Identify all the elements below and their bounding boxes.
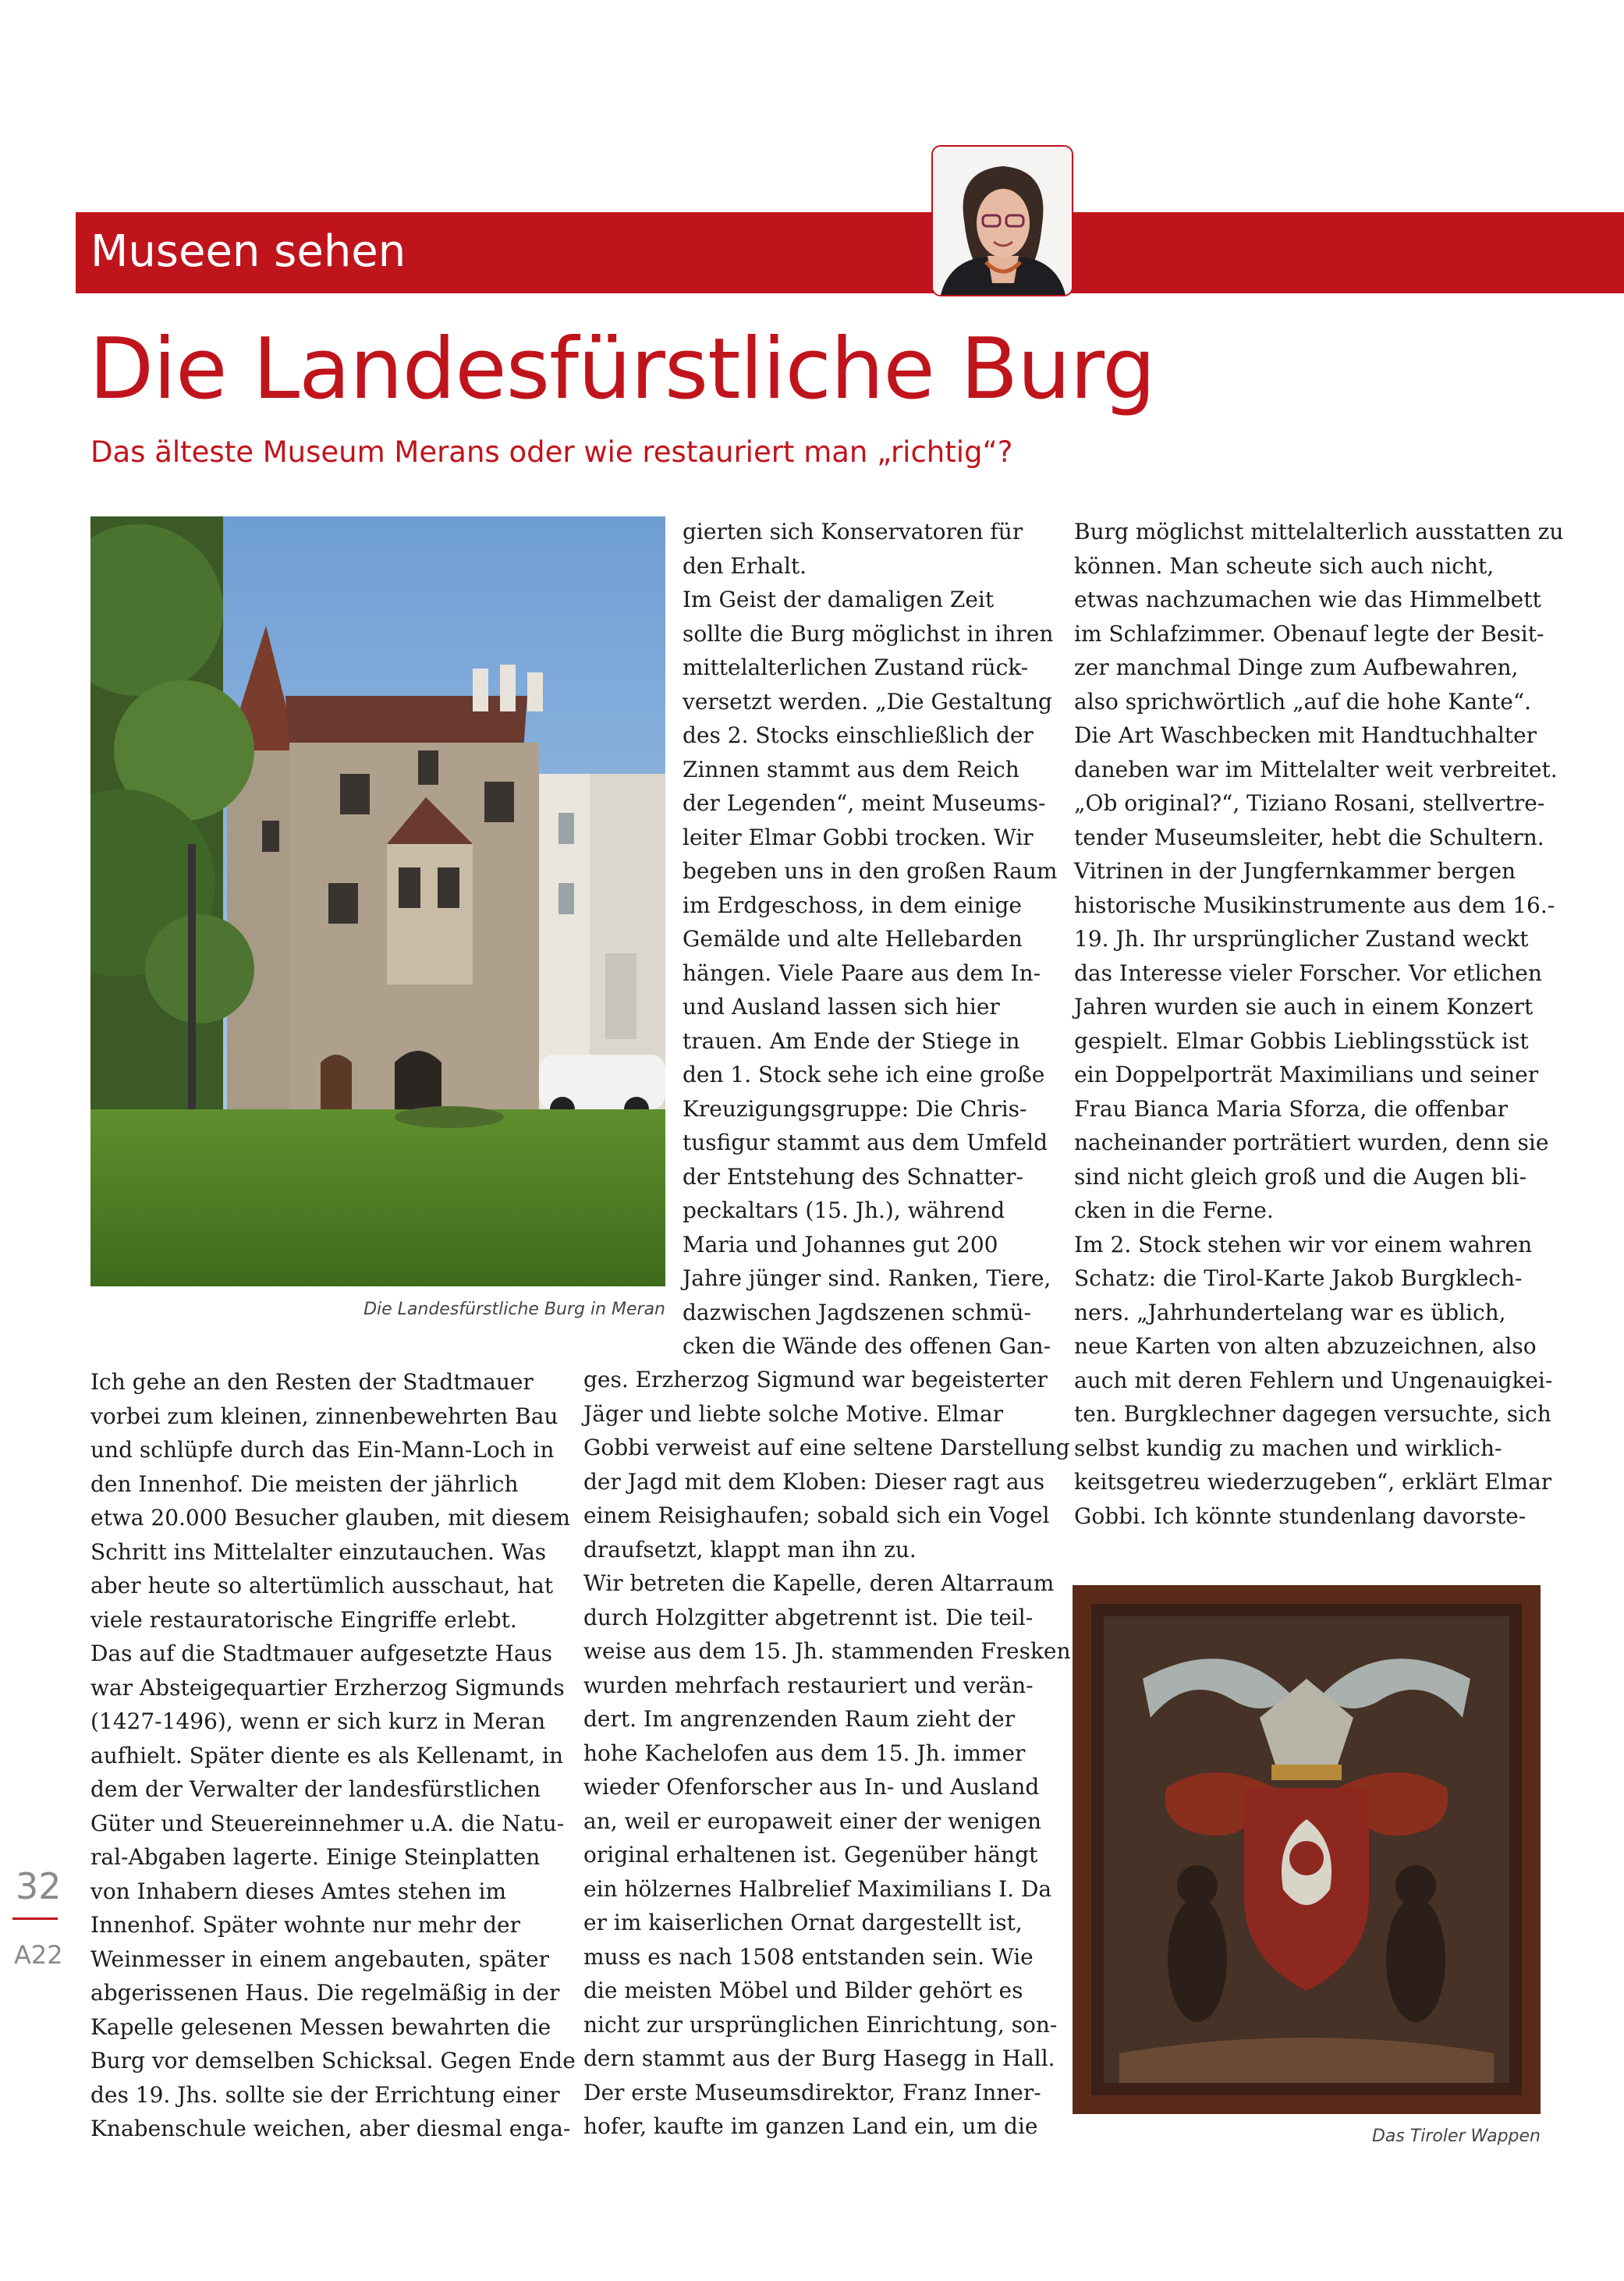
text-line: etwas nachzumachen wie das Himmelbett bbox=[1074, 587, 1541, 612]
text-line: Knabenschule weichen, aber diesmal enga- bbox=[90, 2116, 571, 2141]
text-line: Güter und Steuereinnehmer u.A. die Natu- bbox=[90, 1810, 565, 1836]
text-line: ral-Abgaben lagerte. Einige Steinplatten bbox=[90, 1844, 541, 1870]
text-line: Wir betreten die Kapelle, deren Altarraum bbox=[583, 1570, 1055, 1596]
text-line: sind nicht gleich groß und die Augen bli- bbox=[1074, 1163, 1527, 1190]
text-line: Die Art Waschbecken mit Handtuchhalter bbox=[1074, 722, 1537, 748]
text-line: Im Geist der damaligen Zeit bbox=[683, 587, 995, 612]
issue-code: A22 bbox=[14, 1940, 63, 1970]
text-line: sollte die Burg möglichst in ihren bbox=[683, 620, 1054, 647]
text-line: dert. Im angrenzenden Raum zieht der bbox=[583, 1706, 1016, 1732]
text-line: der Legenden“, meint Museums- bbox=[683, 790, 1046, 816]
text-line: den Erhalt. bbox=[683, 552, 807, 579]
text-line: tender Museumsleiter, hebt die Schultern. bbox=[1074, 824, 1544, 850]
text-line: dern stammt aus der Burg Hasegg in Hall. bbox=[583, 2045, 1055, 2071]
text-line: original erhaltenen ist. Gegenüber hängt bbox=[583, 1842, 1038, 1868]
text-line: durch Holzgitter abgetrennt ist. Die teil- bbox=[583, 1604, 1034, 1630]
coat-of-arms-caption: Das Tiroler Wappen bbox=[1371, 2127, 1541, 2146]
text-line: Jahre jünger sind. Ranken, Tiere, bbox=[683, 1265, 1051, 1291]
text-line: 19. Jh. Ihr ursprünglicher Zustand weckt bbox=[1074, 926, 1529, 952]
text-line: Das auf die Stadtmauer aufgesetzte Haus bbox=[90, 1641, 552, 1666]
text-line: hohe Kachelofen aus dem 15. Jh. immer bbox=[583, 1740, 1026, 1766]
text-line: Schritt ins Mittelalter einzutauchen. Was bbox=[90, 1538, 547, 1565]
text-line: aufhielt. Später diente es als Kellenamt, in bbox=[90, 1742, 564, 1768]
text-line: „Ob original?“, Tiziano Rosani, stellvertre- bbox=[1074, 790, 1545, 816]
text-line: Im 2. Stock stehen wir vor einem wahren bbox=[1074, 1231, 1533, 1258]
text-line: mittelalterlichen Zustand rück- bbox=[683, 655, 1029, 680]
text-line: hängen. Viele Paare aus dem In- bbox=[683, 960, 1041, 986]
text-line: dazwischen Jagdszenen schmü- bbox=[683, 1299, 1032, 1325]
text-line: abgerissenen Haus. Die regelmäßig in der bbox=[90, 1980, 560, 2006]
text-line: Der erste Museumsdirektor, Franz Inner- bbox=[583, 2079, 1041, 2105]
text-line: wurden mehrfach restauriert und verän- bbox=[583, 1672, 1034, 1698]
text-line: cken die Wände des offenen Gan- bbox=[683, 1333, 1051, 1359]
text-line: Innenhof. Später wohnte nur mehr der bbox=[90, 1912, 520, 1938]
text-line: den 1. Stock sehe ich eine große bbox=[683, 1062, 1045, 1087]
text-line: Zinnen stammt aus dem Reich bbox=[683, 756, 1019, 782]
castle-photo bbox=[90, 516, 665, 1286]
text-line: Frau Bianca Maria Sforza, die offenbar bbox=[1074, 1095, 1509, 1122]
text-line: Burg möglichst mittelalterlich ausstatten zu bbox=[1074, 519, 1564, 545]
text-line: dem der Verwalter der landesfürstlichen bbox=[90, 1776, 541, 1802]
text-column-right bbox=[1074, 515, 1563, 1533]
text-line: nicht zur ursprünglichen Einrichtung, son- bbox=[583, 2011, 1058, 2038]
text-line: von Inhabern dieses Amtes stehen im bbox=[90, 1878, 506, 1904]
text-line: neue Karten von alten abzuzeichnen, also bbox=[1074, 1333, 1537, 1359]
text-line: Jäger und liebte solche Motive. Elmar bbox=[583, 1400, 1004, 1427]
text-line: gierten sich Konservatoren für bbox=[683, 519, 1023, 545]
castle-illustration bbox=[90, 516, 665, 1286]
text-line: draufsetzt, klappt man ihn zu. bbox=[583, 1536, 917, 1563]
text-line: den Innenhof. Die meisten der jährlich bbox=[90, 1470, 519, 1497]
section-label: Museen sehen bbox=[90, 226, 406, 277]
text-line: Kreuzigungsgruppe: Die Chris- bbox=[683, 1095, 1027, 1122]
text-line: er im kaiserlichen Ornat dargestellt ist, bbox=[583, 1910, 1023, 1935]
text-line: können. Man scheute sich auch nicht, bbox=[1074, 552, 1495, 579]
text-line: Gemälde und alte Hellebarden bbox=[683, 926, 1023, 952]
text-line: der Entstehung des Schnatter- bbox=[683, 1163, 1023, 1190]
text-line: und Ausland lassen sich hier bbox=[683, 994, 1000, 1020]
text-line: war Absteigequartier Erzherzog Sigmunds bbox=[90, 1674, 565, 1701]
text-line: Burg vor demselben Schicksal. Gegen Ende bbox=[90, 2048, 576, 2073]
text-line: historische Musikinstrumente aus dem 16.- bbox=[1074, 892, 1555, 918]
text-line: die meisten Möbel und Bilder gehört es bbox=[583, 1978, 1023, 2003]
text-line: gespielt. Elmar Gobbis Lieblingsstück ist bbox=[1074, 1027, 1529, 1054]
text-line: der Jagd mit dem Kloben: Dieser ragt aus bbox=[583, 1468, 1045, 1495]
text-line: an, weil er europaweit einer der wenigen bbox=[583, 1807, 1042, 1834]
text-line: etwa 20.000 Besucher glauben, mit diesem bbox=[90, 1505, 570, 1531]
text-line: weise aus dem 15. Jh. stammenden Fresken bbox=[583, 1638, 1071, 1664]
text-line: ein hölzernes Halbrelief Maximilians I. Da bbox=[583, 1875, 1052, 1902]
text-line: im Schlafzimmer. Obenauf legte der Besit- bbox=[1074, 620, 1544, 647]
article-subtitle: Das älteste Museum Merans oder wie restauriert man „richtig“? bbox=[90, 435, 1013, 469]
castle-caption: Die Landesfürstliche Burg in Meran bbox=[363, 1300, 665, 1319]
text-line: einem Reisighaufen; sobald sich ein Vogel bbox=[583, 1502, 1050, 1528]
page-number: 32 bbox=[16, 1865, 62, 1907]
text-column-middle bbox=[583, 1363, 1071, 2144]
text-line: Ich gehe an den Resten der Stadtmauer bbox=[90, 1369, 534, 1395]
text-line: Gobbi. Ich könnte stundenlang davorste- bbox=[1074, 1502, 1526, 1529]
text-line: viele restauratorische Eingriffe erlebt. bbox=[90, 1606, 517, 1633]
folio-rule bbox=[12, 1917, 58, 1920]
text-line: auch mit deren Fehlern und Ungenauigkei- bbox=[1074, 1367, 1553, 1393]
text-line: also sprichwörtlich „auf die hohe Kante“. bbox=[1074, 688, 1532, 715]
text-line: tusfigur stammt aus dem Umfeld bbox=[683, 1130, 1048, 1155]
text-line: vorbei zum kleinen, zinnenbewehrten Bau bbox=[90, 1403, 558, 1429]
text-line: keitsgetreu wiederzugeben“, erklärt Elmar bbox=[1074, 1469, 1552, 1495]
text-line: des 2. Stocks einschließlich der bbox=[683, 722, 1034, 748]
text-column-middle-top bbox=[683, 515, 1057, 1364]
text-line: cken in die Ferne. bbox=[1074, 1197, 1274, 1223]
text-line: Vitrinen in der Jungfernkammer bergen bbox=[1074, 858, 1516, 884]
text-line: das Interesse vieler Forscher. Vor etlichen bbox=[1074, 960, 1542, 986]
article-title: Die Landesfürstliche Burg bbox=[89, 321, 1155, 418]
text-line: daneben war im Mittelalter weit verbreitet. bbox=[1074, 756, 1558, 782]
text-line: und schlüpfe durch das Ein-Mann-Loch in bbox=[90, 1437, 555, 1463]
text-line: (1427-1496), wenn er sich kurz in Meran bbox=[90, 1708, 546, 1734]
text-line: selbst kundig zu machen und wirklich- bbox=[1074, 1435, 1502, 1461]
text-line: Gobbi verweist auf eine seltene Darstellung bbox=[583, 1435, 1070, 1460]
text-line: begeben uns in den großen Raum bbox=[683, 858, 1058, 884]
text-line: leiter Elmar Gobbi trocken. Wir bbox=[683, 824, 1034, 850]
text-line: trauen. Am Ende der Stiege in bbox=[683, 1027, 1020, 1054]
text-line: ein Doppelporträt Maximilians und seiner bbox=[1074, 1062, 1539, 1087]
text-line: peckaltars (15. Jh.), während bbox=[683, 1197, 1005, 1223]
text-line: zer manchmal Dinge zum Aufbewahren, bbox=[1074, 655, 1519, 680]
coat-of-arms-photo bbox=[1073, 1585, 1541, 2114]
text-line: ges. Erzherzog Sigmund war begeisterter bbox=[583, 1367, 1048, 1392]
text-line: im Erdgeschoss, in dem einige bbox=[683, 892, 1022, 918]
text-line: hofer, kaufte im ganzen Land ein, um die bbox=[583, 2113, 1038, 2139]
text-line: Weinmesser in einem angebauten, später bbox=[90, 1946, 549, 1972]
author-portrait bbox=[931, 145, 1073, 296]
text-line: versetzt werden. „Die Gestaltung bbox=[683, 688, 1052, 715]
text-line: aber heute so altertümlich ausschaut, hat bbox=[90, 1573, 554, 1598]
text-line: muss es nach 1508 entstanden sein. Wie bbox=[583, 1943, 1034, 1970]
text-line: ners. „Jahrhundertelang war es üblich, bbox=[1074, 1299, 1506, 1325]
text-line: Maria und Johannes gut 200 bbox=[683, 1231, 998, 1258]
coat-of-arms-illustration bbox=[1073, 1585, 1541, 2114]
text-line: des 19. Jhs. sollte sie der Errichtung einer bbox=[90, 2081, 560, 2108]
text-column-left bbox=[90, 1365, 576, 2146]
text-line: wieder Ofenforscher aus In- und Ausland bbox=[583, 1774, 1040, 1800]
text-line: nacheinander porträtiert wurden, denn sie bbox=[1074, 1130, 1549, 1155]
author-portrait-image bbox=[933, 147, 1072, 295]
text-line: Jahren wurden sie auch in einem Konzert bbox=[1074, 994, 1534, 1020]
text-line: Schatz: die Tirol-Karte Jakob Burgklech- bbox=[1074, 1265, 1523, 1291]
text-line: ten. Burgklechner dagegen versuchte, sich bbox=[1074, 1401, 1551, 1427]
text-line: Kapelle gelesenen Messen bewahrten die bbox=[90, 2013, 551, 2040]
